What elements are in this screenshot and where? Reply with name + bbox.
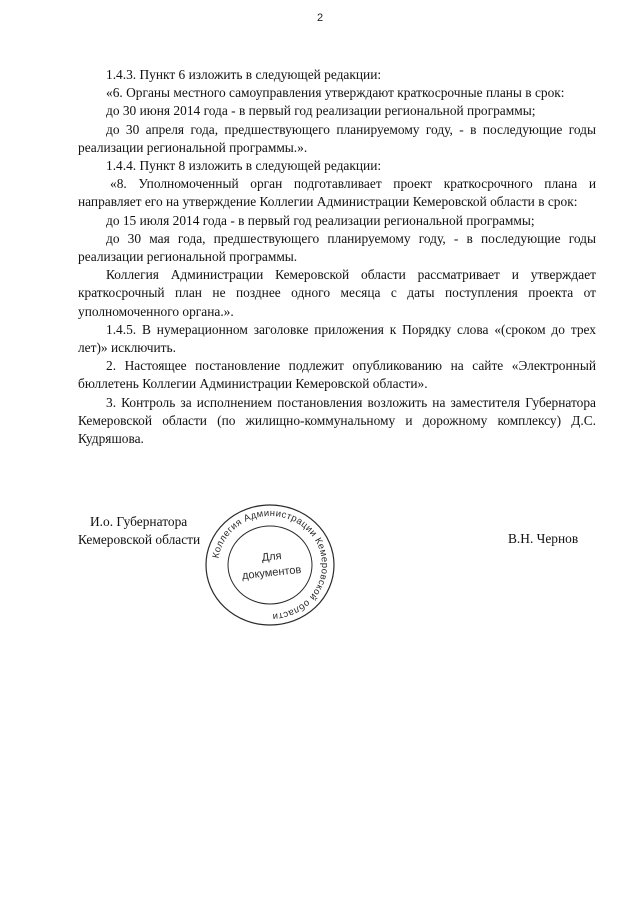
- paragraph-point-6: «6. Органы местного самоуправления утверждают краткосрочные планы в срок:: [106, 85, 565, 101]
- paragraph-1-4-5: 1.4.5. В нумерационном заголовке приложения к Порядку слова «(сроком до трех лет)» исключить.: [78, 321, 596, 356]
- page-number: 2: [316, 12, 324, 24]
- paragraph-deadline-may: до 30 мая года, предшествующего планируемому году, - в последующие годы реализации региональной программы.: [78, 230, 596, 265]
- paragraph-1-4-4: 1.4.4. Пункт 8 изложить в следующей редакции:: [106, 158, 382, 174]
- stamp-outer-ring: [206, 505, 334, 625]
- paragraph-1-4-3: 1.4.3. Пункт 6 изложить в следующей редакции:: [106, 67, 382, 82]
- paragraph-deadline-july: до 15 июля 2014 года - в первый год реализации региональной программы;: [106, 212, 535, 228]
- paragraph-control: 3. Контроль за исполнением постановления возложить на заместителя Губернатора Кемеровской области (по жилищно-коммунальному и дорожному комплексу) Д.С. Кудряшова.: [78, 394, 596, 447]
- paragraph-publication: 2. Настоящее постановление подлежит опубликованию на сайте «Электронный бюллетень Коллегии Администрации Кемеровской области».: [78, 358, 596, 392]
- official-stamp: [200, 500, 340, 630]
- paragraph-point-8: «8. Уполномоченный орган подготавливает проект краткосрочного плана и направляет его на утверждение Коллегии Администрации Кемеровской области в срок:: [78, 176, 596, 210]
- document-body: [78, 66, 596, 448]
- signatory-position-region: Кемеровской области: [78, 532, 201, 548]
- signatory-name: В.Н. Чернов: [508, 531, 579, 546]
- stamp-center-line2: документов: [241, 563, 302, 583]
- paragraph-deadline-april: до 30 апреля года, предшествующего планируемому году, - в последующие годы реализации региональной программы.».: [78, 121, 596, 155]
- paragraph-collegium: Коллегия Администрации Кемеровской области рассматривает и утверждает краткосрочный план не позднее одного месяца с даты поступления проекта от уполномоченного органа.».: [78, 267, 596, 319]
- stamp-ring-text: Коллегия Администрации Кемеровской области: [210, 507, 331, 623]
- paragraph-deadline-june: до 30 июня 2014 года - в первый год реализации региональной программы;: [106, 103, 536, 119]
- signatory-position-title: И.о. Губернатора: [90, 514, 188, 529]
- signatory-position: [78, 513, 200, 549]
- stamp-center-line1: Для: [261, 550, 283, 565]
